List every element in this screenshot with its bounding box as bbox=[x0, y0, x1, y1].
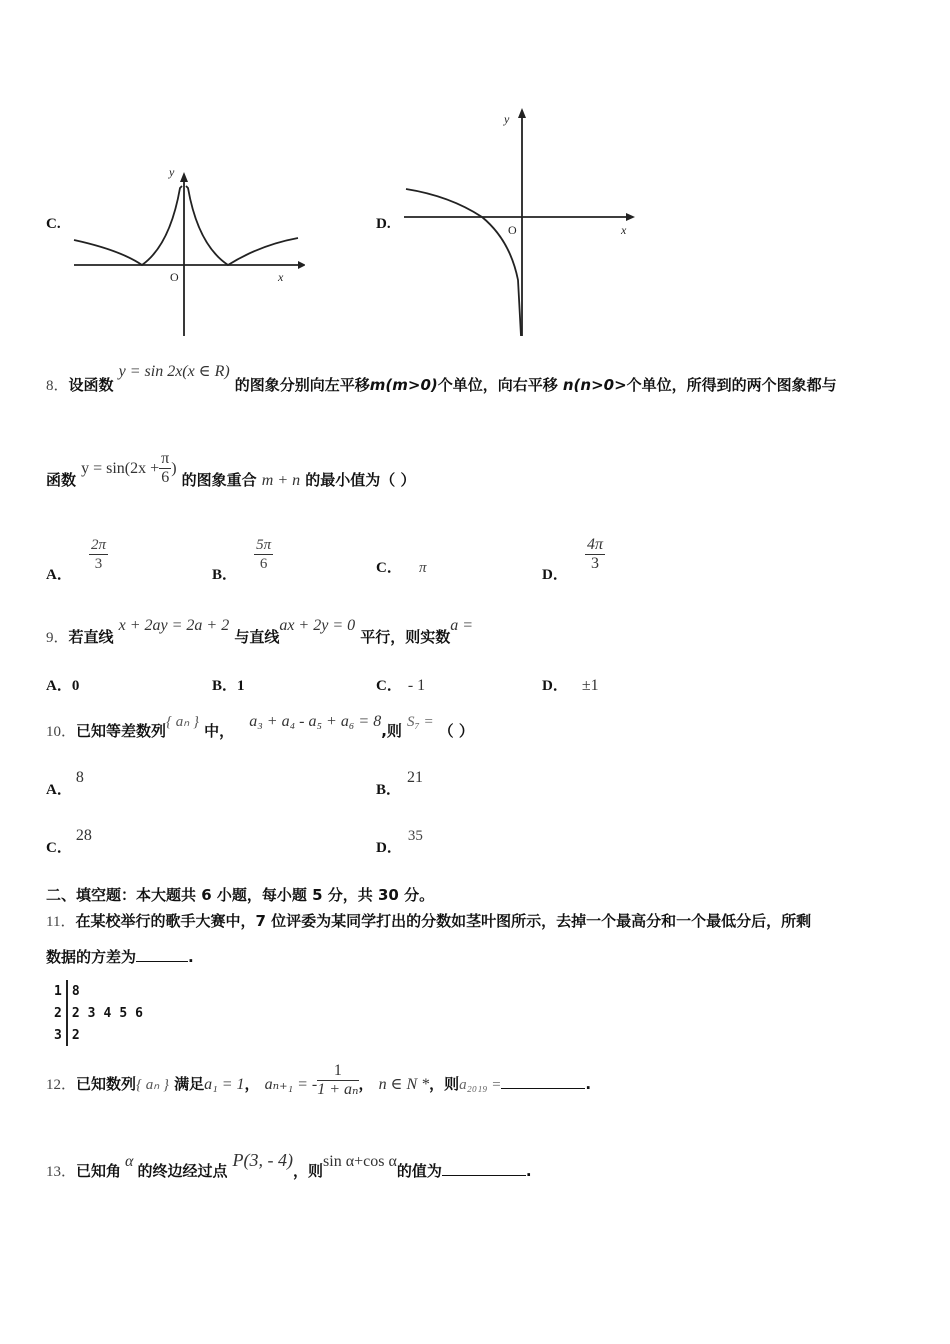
graph-d-curve bbox=[406, 189, 521, 336]
q9-line2: ax + 2y = 0 bbox=[279, 617, 356, 634]
q8-expr: m + n bbox=[261, 472, 301, 489]
section-2-heading: 二、填空题：本大题共 6 小题，每小题 5 分，共 30 分。 bbox=[46, 886, 435, 904]
q10-sequence: { aₙ } bbox=[166, 714, 200, 730]
q12-recurrence-lhs: aₙ₊₁ = - bbox=[264, 1076, 318, 1093]
stem-leaf-plot bbox=[50, 980, 147, 1046]
q12-text2: 满足 bbox=[174, 1075, 205, 1093]
q8-text1: 设函数 bbox=[68, 376, 114, 394]
q10-text4: （ ） bbox=[438, 722, 474, 740]
q8-text7: 的最小值为（ ） bbox=[305, 471, 416, 489]
q8-text5: 函数 bbox=[46, 471, 77, 489]
q9-text2: 与直线 bbox=[234, 628, 280, 646]
q9-option-b[interactable]: B．1 bbox=[212, 678, 245, 694]
q10-s7: S₇ = bbox=[406, 714, 434, 730]
q8-number: 8． bbox=[46, 378, 69, 394]
q10-option-b[interactable]: B．21 bbox=[376, 769, 424, 798]
question-8-line1 bbox=[46, 362, 837, 402]
q13-text1: 已知角 bbox=[76, 1162, 122, 1180]
q8-option-b[interactable]: B． $\frac{5\pi}{6}$ bbox=[212, 537, 272, 583]
q12-target: a₂₀₁₉ = bbox=[459, 1077, 502, 1093]
q13-answer-blank[interactable] bbox=[442, 1175, 526, 1176]
q10-equation: a₃ + a₄ - a₅ + a₆ = 8 bbox=[249, 713, 382, 730]
q10-option-c[interactable]: C．28 bbox=[46, 827, 92, 856]
graph-d-x-label: x bbox=[621, 223, 627, 237]
q12-sequence: { aₙ } bbox=[136, 1077, 170, 1093]
question-12 bbox=[46, 1062, 592, 1103]
q8-option-c[interactable]: C． π bbox=[376, 560, 427, 576]
q12-comma1: ， bbox=[244, 1075, 260, 1093]
q9-option-a[interactable]: A．0 bbox=[46, 678, 80, 694]
q9-text1: 若直线 bbox=[68, 628, 114, 646]
graph-c-x-label: x bbox=[278, 270, 284, 284]
q13-point: P(3, - 4) bbox=[232, 1150, 294, 1170]
q8-text3: 个单位，向右平移 bbox=[437, 376, 558, 394]
graph-d bbox=[400, 100, 640, 340]
graph-c-origin-label: O bbox=[170, 270, 179, 284]
q8-option-c-value: π bbox=[418, 560, 427, 576]
question-10 bbox=[46, 710, 474, 740]
q11-end: . bbox=[188, 948, 194, 966]
graph-c-curve-right bbox=[186, 186, 298, 265]
graph-d-x-arrow bbox=[626, 213, 635, 221]
question-13 bbox=[46, 1150, 532, 1180]
q8-option-a[interactable]: A． $\frac{2\pi}{3}$ bbox=[46, 537, 106, 583]
question-11-line1 bbox=[46, 910, 811, 931]
option-d-label: D. bbox=[376, 216, 391, 232]
q13-alpha: α bbox=[125, 1153, 134, 1170]
q12-comma2: ， bbox=[358, 1075, 374, 1093]
graph-d-y-arrow bbox=[518, 108, 526, 118]
q8-text2: 的图象分别向左平移 bbox=[234, 376, 370, 394]
q13-expression: sin α+cos α bbox=[323, 1153, 397, 1170]
q12-domain: n ∈ N * bbox=[378, 1076, 430, 1093]
q8-function2-a: y = sin(2x + bbox=[81, 460, 160, 477]
graph-c-y-label: y bbox=[169, 165, 175, 179]
option-c-label: C. bbox=[46, 216, 61, 232]
q8-function2-fraction: $\frac{\pi}{6}$ bbox=[161, 450, 170, 486]
q13-text3: ，则 bbox=[293, 1162, 324, 1180]
q8-m: m(m>0) bbox=[369, 376, 438, 394]
stem-leaf-row: 1 8 bbox=[50, 980, 147, 1002]
q12-number: 12． bbox=[46, 1077, 77, 1093]
q8-option-d-value: $\frac{4\pi}{3}$ bbox=[586, 536, 603, 572]
q8-function2-b: ) bbox=[171, 460, 177, 477]
graph-c-y-arrow bbox=[180, 172, 188, 182]
graph-d-origin-label: O bbox=[508, 223, 517, 237]
q10-text3: ,则 bbox=[381, 722, 402, 740]
q9-variable: a = bbox=[450, 617, 474, 634]
q12-end: . bbox=[585, 1075, 592, 1093]
q8-text6: 的图象重合 bbox=[181, 471, 257, 489]
graph-d-y-label: y bbox=[504, 112, 510, 126]
q10-text1: 已知等差数列 bbox=[76, 722, 167, 740]
q13-number: 13． bbox=[46, 1164, 77, 1180]
question-9 bbox=[46, 614, 474, 646]
q8-function: y = sin 2x(x ∈ R) bbox=[118, 363, 230, 380]
q12-a1: a₁ = 1 bbox=[204, 1076, 245, 1093]
q8-n: n(n>0> bbox=[562, 376, 627, 394]
q11-number: 11． bbox=[46, 914, 76, 930]
graph-c-x-arrow bbox=[298, 261, 305, 269]
q12-answer-blank[interactable] bbox=[501, 1088, 585, 1089]
q9-text3: 平行，则实数 bbox=[360, 628, 451, 646]
q9-option-c[interactable]: C． - 1 bbox=[376, 677, 426, 694]
graph-c bbox=[70, 160, 305, 340]
question-8-line2 bbox=[46, 450, 415, 487]
q9-line1: x + 2ay = 2a + 2 bbox=[118, 617, 230, 634]
q10-text2: 中， bbox=[204, 722, 235, 740]
q13-text2: 的终边经过点 bbox=[137, 1162, 228, 1180]
q12-recurrence-fraction: $\frac{1}{\text{1 + aₙ}}$ bbox=[317, 1062, 359, 1098]
q9-option-d[interactable]: D． ±1 bbox=[542, 677, 599, 694]
q8-option-d[interactable]: D． $\frac{4\pi}{3}$ bbox=[542, 536, 603, 583]
graph-c-curve-left bbox=[74, 186, 182, 265]
stem-leaf-row: 3 2 bbox=[50, 1024, 147, 1046]
stem-leaf-row: 2 2 3 4 5 6 bbox=[50, 1002, 147, 1024]
q10-option-d[interactable]: D．35 bbox=[376, 828, 423, 856]
q9-number: 9． bbox=[46, 630, 69, 646]
q11-text2: 数据的方差为 bbox=[46, 948, 137, 966]
q13-end: . bbox=[525, 1162, 532, 1180]
q8-option-a-value: $\frac{2\pi}{3}$ bbox=[90, 537, 106, 572]
question-11-line2 bbox=[46, 946, 194, 967]
q11-answer-blank[interactable] bbox=[136, 961, 188, 962]
q10-number: 10． bbox=[46, 724, 77, 740]
q8-option-b-value: $\frac{5\pi}{6}$ bbox=[256, 537, 272, 572]
q10-option-a[interactable]: A．8 bbox=[46, 769, 84, 798]
q13-text4: 的值为 bbox=[396, 1162, 442, 1180]
q12-text3: ，则 bbox=[429, 1075, 460, 1093]
q8-text4: 个单位，所得到的两个图象都与 bbox=[626, 376, 837, 394]
q11-text1: 在某校举行的歌手大赛中，7 位评委为某同学打出的分数如茎叶图所示，去掉一个最高分和一个最低分后，所剩 bbox=[75, 912, 812, 930]
q12-text1: 已知数列 bbox=[76, 1075, 137, 1093]
